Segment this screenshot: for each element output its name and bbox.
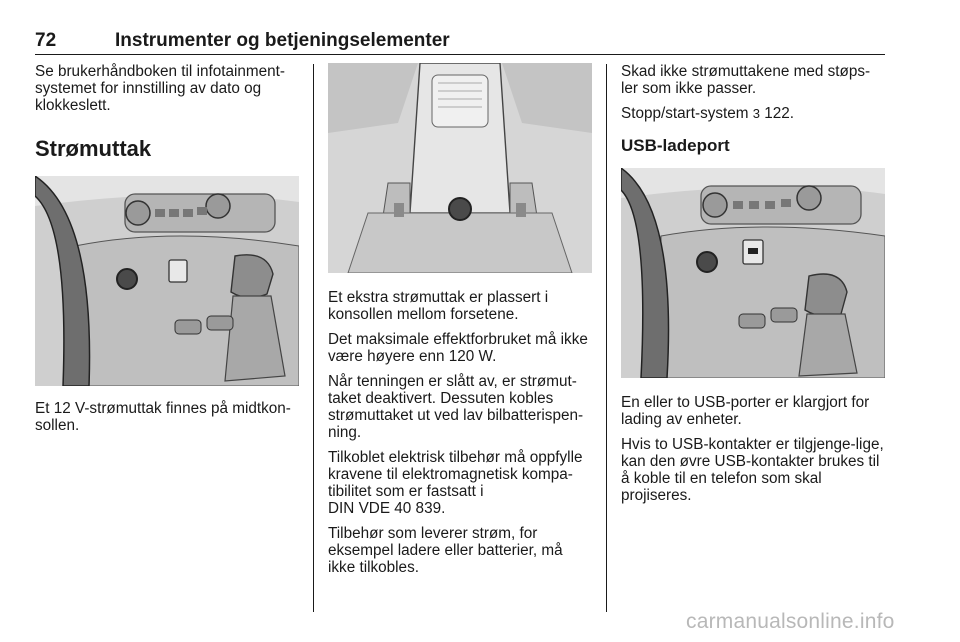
ignition-off-paragraph: Når tenningen er slått av, er strømut-taket deaktivert. Dessuten kobles strømuttaket ut ved lav bilbatterispen-ning.	[328, 373, 584, 441]
stop-start-reference: Stopp/start-system 3 122.	[621, 105, 795, 122]
column-right	[621, 63, 887, 512]
section-heading-usb: USB-ladeport	[621, 136, 730, 155]
plug-warning-paragraph: Skad ikke strømuttakene med støps-ler som ikke passer.	[621, 63, 871, 97]
emc-paragraph: Tilkoblet elektrisk tilbehør må oppfylle kravene til elektromagnetisk kompa-tibilitet som er fastsatt i DIN VDE 40 839.	[328, 449, 583, 517]
section-heading-power-outlet: Strømuttak	[35, 136, 152, 161]
charger-warning-paragraph: Tilbehør som leverer strøm, for eksempel ladere eller batterier, må ikke tilkobles.	[328, 525, 563, 576]
watermark: carmanualsonline.info	[686, 610, 895, 633]
column-divider	[606, 64, 607, 612]
max-power-paragraph: Det maksimale effektforbruket må ikke være høyere enn 120 W.	[328, 331, 588, 365]
page-reference-arrow-icon: 3	[752, 106, 760, 121]
usb-ports-paragraph: En eller to USB-porter er klargjort for lading av enheter.	[621, 394, 870, 428]
column-middle	[328, 63, 592, 584]
console-outlet-illustration	[328, 63, 592, 273]
extra-outlet-paragraph: Et ekstra strømuttak er plassert i konsollen mellom forsetene.	[328, 289, 549, 323]
power-outlet-illustration	[35, 176, 299, 386]
page-number: 72	[35, 30, 57, 51]
intro-paragraph: Se brukerhåndboken til infotainment-systemet for innstilling av dato og klokkeslett.	[35, 63, 286, 114]
column-left	[35, 63, 299, 442]
page-header	[35, 28, 885, 55]
chapter-title: Instrumenter og betjeningselementer	[115, 30, 450, 51]
usb-port-illustration	[621, 168, 885, 378]
power-outlet-caption: Et 12 V-strømuttak finnes på midtkon-sollen.	[35, 400, 291, 434]
usb-projection-paragraph: Hvis to USB-kontakter er tilgjenge-lige, kan den øvre USB-kontakter brukes til å koble til en telefon som skal projiseres.	[621, 436, 884, 504]
column-divider	[313, 64, 314, 612]
